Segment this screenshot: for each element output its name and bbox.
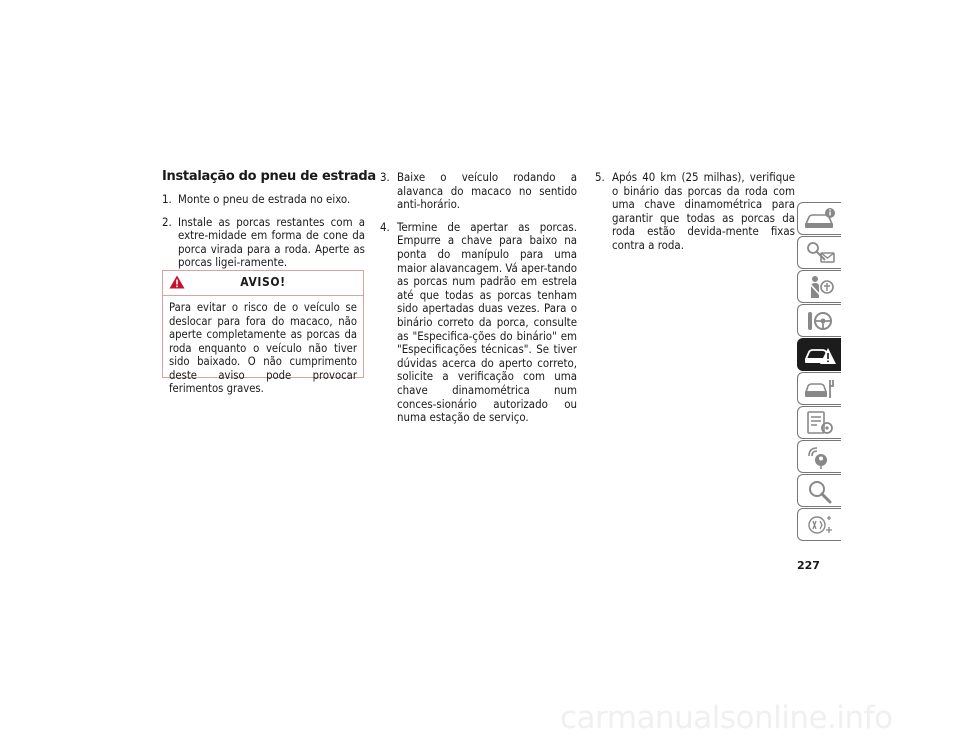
section-title: Instalação do pneu de estrada	[162, 169, 376, 184]
step-text: Após 40 km (25 milhas), verifique o binário das porcas da roda com uma chave dinamométrica para garantir que todas as porcas da roda estão devida-mente fixas contra a roda.	[612, 170, 795, 252]
step-number: 5.	[595, 170, 605, 184]
step-item	[595, 171, 795, 253]
column-3	[595, 171, 795, 262]
languages-icon	[803, 512, 837, 538]
tab-specifications[interactable]	[797, 406, 841, 439]
column-2	[380, 171, 577, 434]
steps-list-part-3	[595, 171, 795, 253]
tab-search[interactable]	[797, 474, 841, 507]
step-item	[380, 221, 577, 425]
step-text: Monte o pneu de estrada no eixo.	[178, 192, 351, 206]
tab-car-info[interactable]	[797, 202, 841, 235]
specifications-icon	[803, 410, 837, 436]
steps-list-part-2	[380, 171, 577, 425]
step-item	[162, 193, 365, 207]
page-number: 227	[797, 559, 820, 572]
column-1	[162, 193, 365, 279]
steps-list-part-1	[162, 193, 365, 270]
warning-box	[162, 270, 364, 395]
steering-wheel-icon	[803, 308, 837, 334]
tab-safety[interactable]	[797, 270, 841, 303]
step-number: 4.	[380, 219, 390, 234]
tab-emergency[interactable]	[797, 338, 841, 371]
step-item	[380, 171, 577, 212]
warning-text: Para evitar o risco de o veículo se deslocar para fora do macaco, não aperte completamente as porcas da roda enquanto o veículo não tiver sido baixado. O não cumprimento deste aviso pode provocar ferimentos graves.	[169, 301, 357, 395]
tab-driving[interactable]	[797, 304, 841, 337]
seatbelt-airbag-icon	[803, 274, 837, 300]
car-keys-icon	[803, 240, 837, 266]
search-icon	[803, 478, 837, 504]
tab-languages[interactable]	[797, 508, 841, 541]
car-info-icon	[803, 206, 837, 232]
car-tools-icon	[803, 376, 837, 402]
multimedia-icon	[803, 444, 837, 470]
step-number: 3.	[380, 170, 390, 184]
step-text: Termine de apertar as porcas. Empurre a chave para baixo na ponta do manípulo para uma maior alavancagem. Vá aper-tando as porcas num padrão em estrela até que todas as porcas tenham sido apertadas duas vezes. Para o binário correto da porca, consulte as "Especifica-ções do binário" em "Especificações técnicas". Se tiver dúvidas acerca do aperto correto, solicite a verificação com uma chave dinamométrica num conces-sionário autorizado ou numa estação de serviço.	[397, 219, 577, 425]
step-text: Baixe o veículo rodando a alavanca do macaco no sentido anti-horário.	[397, 170, 577, 212]
tab-maintenance[interactable]	[797, 372, 841, 405]
step-number: 2.	[162, 214, 172, 229]
chapter-tabs	[797, 202, 841, 542]
warning-header	[163, 271, 363, 296]
step-item	[162, 216, 365, 270]
watermark: carmanualsonline.info	[560, 700, 893, 736]
step-text: Instale as porcas restantes com a extre-midade em forma de cone da porca virada para a roda. Aperte as porcas ligei-ramente.	[178, 214, 365, 270]
step-number: 1.	[162, 192, 172, 206]
car-hazard-icon	[803, 342, 837, 368]
warning-title: AVISO!	[240, 275, 286, 289]
tab-keys[interactable]	[797, 236, 841, 269]
tab-multimedia[interactable]	[797, 440, 841, 473]
